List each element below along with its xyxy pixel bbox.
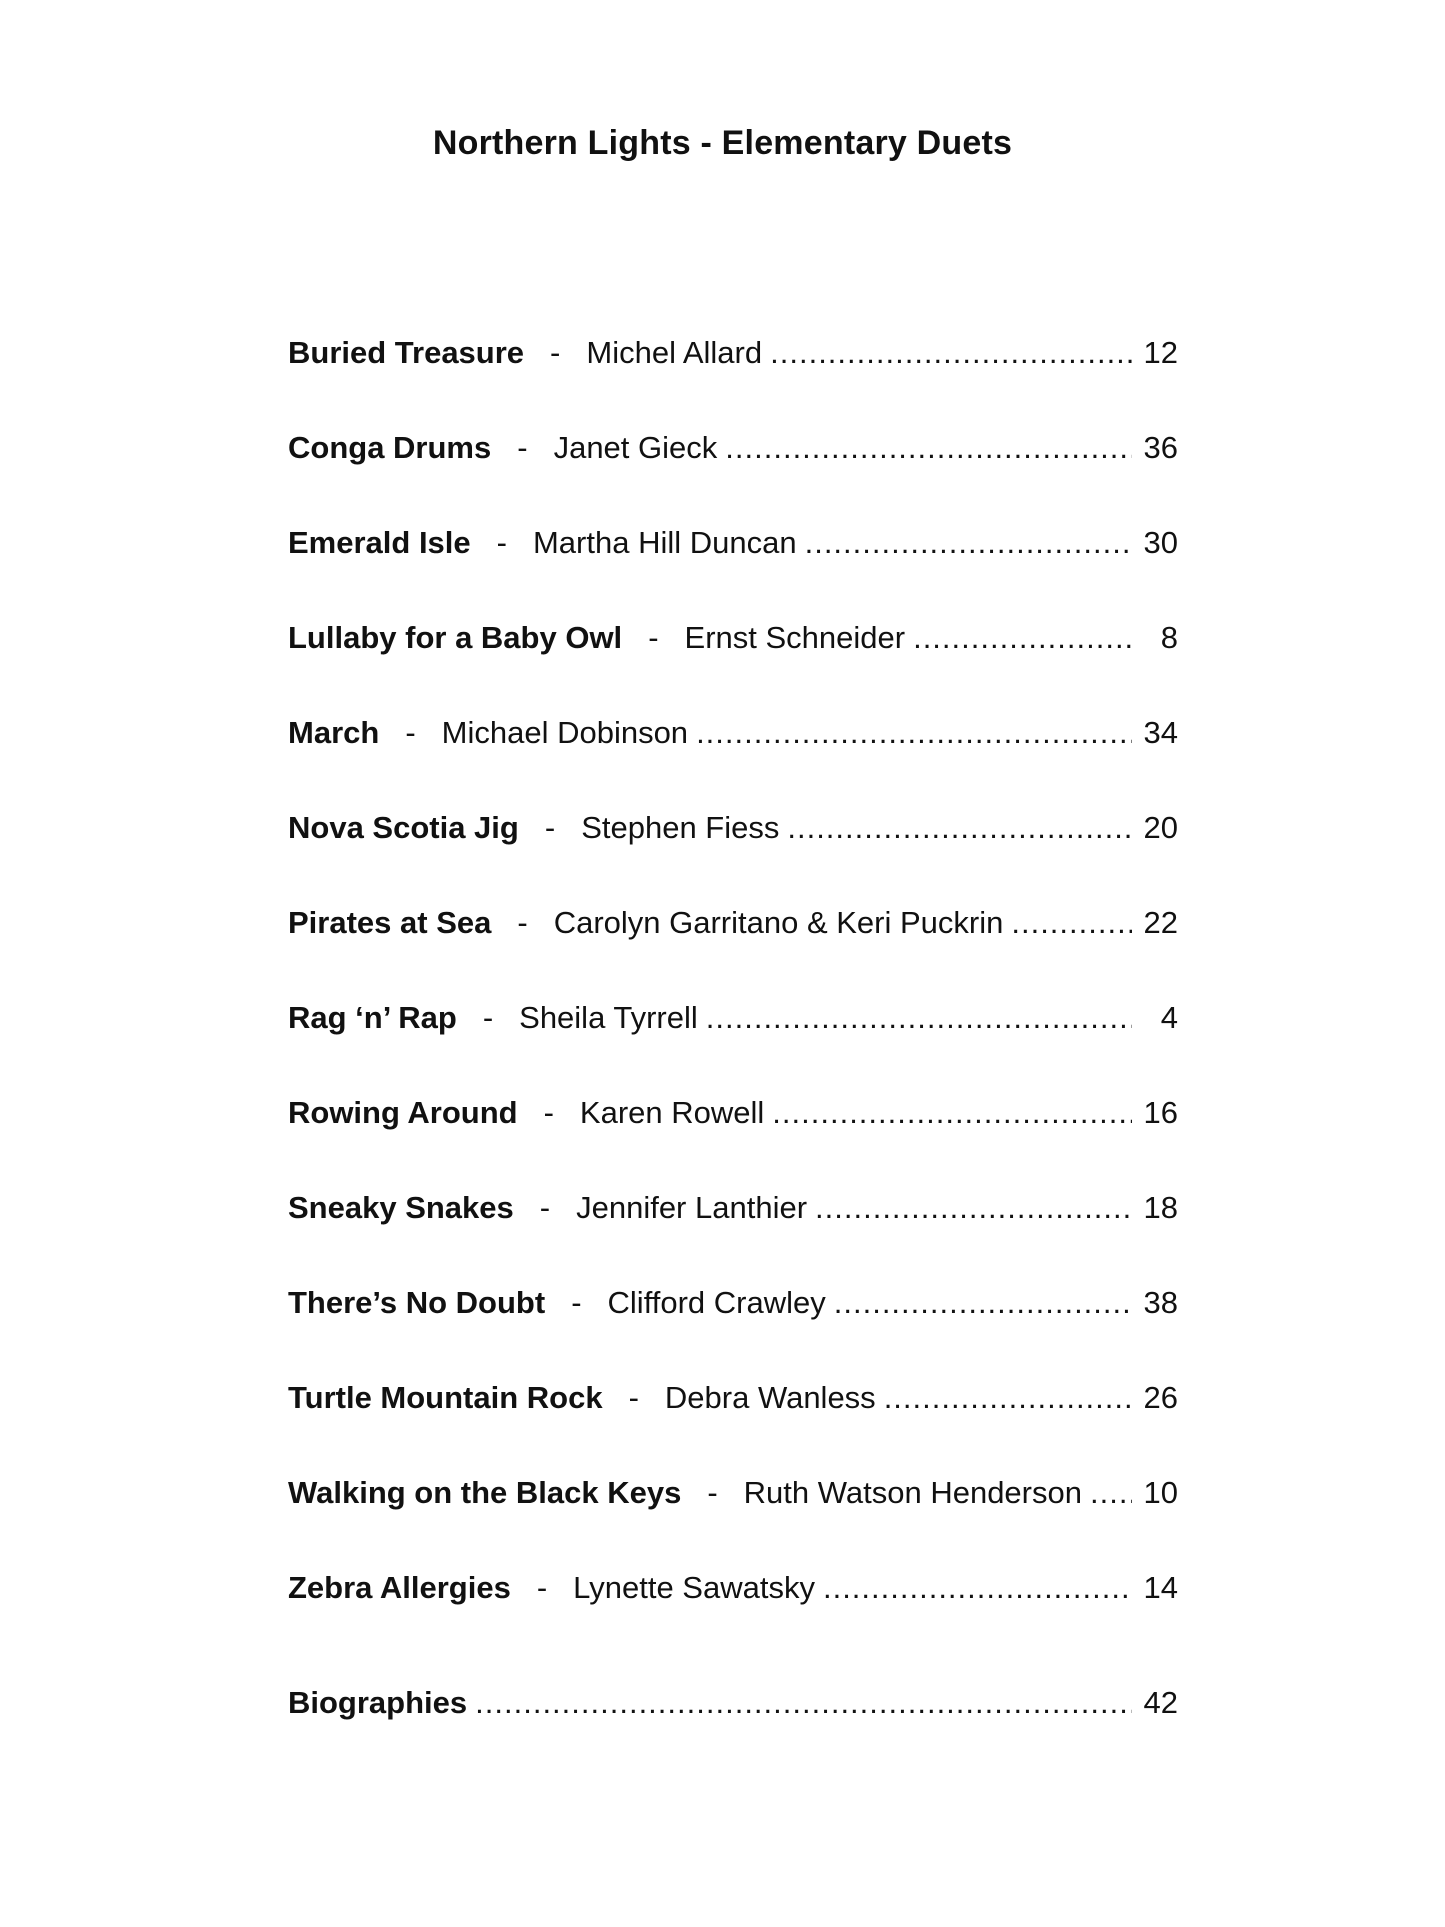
piece-title: Conga Drums (288, 429, 492, 465)
composer-name: Stephen Fiess (581, 809, 780, 845)
dot-leader (1011, 905, 1132, 941)
page-number: 30 (1143, 524, 1178, 560)
toc-entry[interactable] (288, 495, 1178, 590)
separator: - (628, 1379, 639, 1415)
separator: - (536, 1569, 548, 1605)
composer-name: Sheila Tyrrell (519, 999, 698, 1035)
dot-leader (696, 715, 1132, 751)
page-number: 18 (1143, 1189, 1178, 1225)
piece-title: Zebra Allergies (288, 1569, 511, 1605)
toc-entry[interactable] (288, 780, 1178, 875)
toc-entry[interactable] (288, 400, 1178, 495)
page-number: 26 (1143, 1379, 1178, 1415)
page-number: 38 (1143, 1284, 1178, 1320)
page-number: 12 (1143, 334, 1178, 370)
piece-title: Sneaky Snakes (288, 1189, 514, 1225)
piece-title: Nova Scotia Jig (288, 809, 519, 845)
piece-title: Lullaby for a Baby Owl (288, 619, 623, 655)
separator: - (648, 619, 659, 655)
separator: - (550, 334, 561, 370)
page-number: 22 (1143, 904, 1178, 940)
separator: - (544, 809, 556, 845)
toc-entry[interactable] (288, 875, 1178, 970)
composer-name: Janet Gieck (553, 429, 718, 465)
dot-leader (1090, 1475, 1132, 1511)
piece-title: March (288, 714, 380, 750)
piece-title: Rag ‘n’ Rap (288, 999, 457, 1035)
table-of-contents (288, 305, 1178, 1635)
piece-title: Rowing Around (288, 1094, 518, 1130)
page-number: 16 (1143, 1094, 1178, 1130)
page-number: 8 (1160, 619, 1178, 655)
separator: - (405, 714, 416, 750)
toc-entry[interactable] (288, 685, 1178, 780)
piece-title: Buried Treasure (288, 334, 525, 370)
dot-leader (772, 1095, 1132, 1131)
dot-leader (913, 620, 1132, 656)
composer-name: Lynette Sawatsky (573, 1569, 815, 1605)
composer-name: Michel Allard (586, 334, 763, 370)
toc-entry[interactable] (288, 305, 1178, 400)
toc-entry[interactable] (288, 970, 1178, 1065)
piece-title: There’s No Doubt (288, 1284, 546, 1320)
page-number: 14 (1143, 1569, 1178, 1605)
dot-leader (770, 335, 1132, 371)
separator: - (539, 1189, 551, 1225)
dot-leader (787, 810, 1132, 846)
separator: - (517, 904, 528, 940)
page-title: Northern Lights - Elementary Duets (432, 124, 1013, 162)
dot-leader (823, 1570, 1132, 1606)
composer-name: Carolyn Garritano & Keri Puckrin (553, 904, 1004, 940)
composer-name: Clifford Crawley (607, 1284, 826, 1320)
separator: - (571, 1284, 582, 1320)
separator: - (496, 524, 507, 560)
composer-name: Michael Dobinson (441, 714, 689, 750)
toc-entry[interactable] (288, 590, 1178, 685)
toc-entry[interactable] (288, 1065, 1178, 1160)
composer-name: Martha Hill Duncan (532, 524, 797, 560)
piece-title: Turtle Mountain Rock (288, 1379, 603, 1415)
page-number: 34 (1143, 714, 1178, 750)
separator: - (543, 1094, 554, 1130)
toc-entry[interactable] (288, 1255, 1178, 1350)
composer-name: Debra Wanless (664, 1379, 876, 1415)
piece-title: Pirates at Sea (288, 904, 492, 940)
dot-leader (475, 1685, 1132, 1721)
toc-entry[interactable] (288, 1350, 1178, 1445)
toc-entry[interactable] (288, 1540, 1178, 1635)
dot-leader (725, 430, 1132, 466)
page-number: 10 (1143, 1474, 1178, 1510)
composer-name: Karen Rowell (579, 1094, 765, 1130)
page-number: 4 (1160, 999, 1178, 1035)
composer-name: Ernst Schneider (684, 619, 906, 655)
piece-title: Emerald Isle (288, 524, 471, 560)
toc-entry[interactable] (288, 1160, 1178, 1255)
dot-leader (815, 1190, 1132, 1226)
dot-leader (805, 525, 1132, 561)
page-number: 42 (1143, 1684, 1178, 1720)
toc-entry-biographies[interactable] (288, 1655, 1178, 1750)
composer-name: Jennifer Lanthier (576, 1189, 808, 1225)
page-number: 36 (1143, 429, 1178, 465)
piece-title: Walking on the Black Keys (288, 1474, 682, 1510)
dot-leader (834, 1285, 1132, 1321)
biographies-title: Biographies (288, 1684, 468, 1720)
toc-entry[interactable] (288, 1445, 1178, 1540)
dot-leader (884, 1380, 1132, 1416)
separator: - (482, 999, 494, 1035)
page-number: 20 (1143, 809, 1178, 845)
dot-leader (706, 1000, 1132, 1036)
separator: - (707, 1474, 718, 1510)
separator: - (517, 429, 528, 465)
composer-name: Ruth Watson Henderson (743, 1474, 1082, 1510)
